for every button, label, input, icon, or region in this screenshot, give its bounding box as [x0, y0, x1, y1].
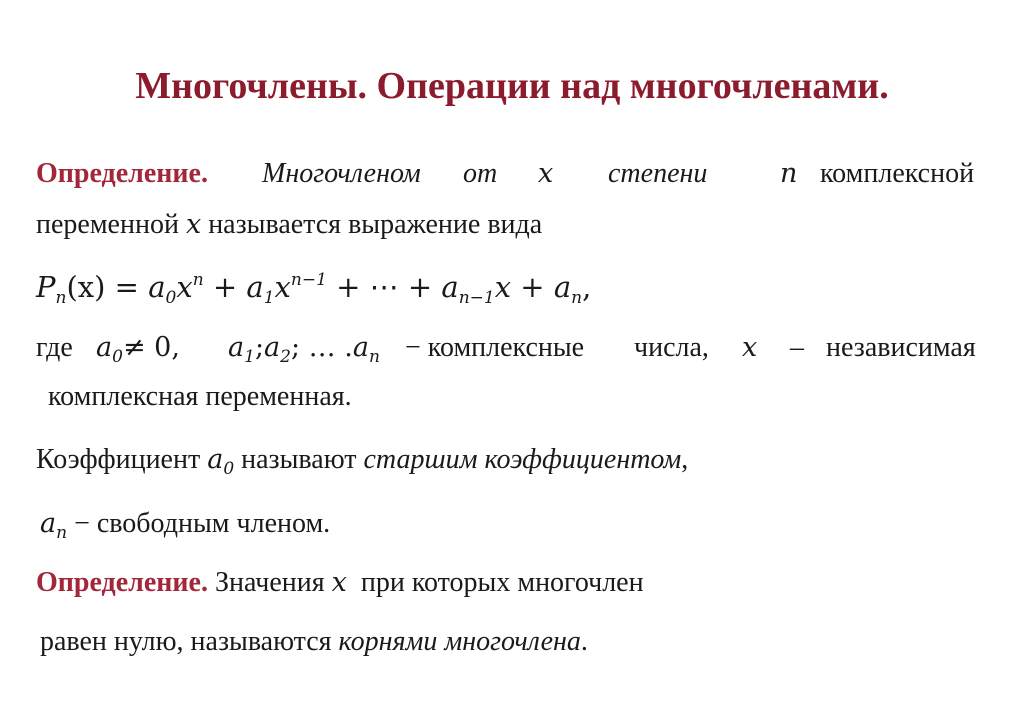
text: при которых многочлен	[360, 567, 644, 598]
formula-symbol: +	[326, 270, 370, 304]
math-variable: x	[742, 332, 758, 363]
text: равен нулю, называются	[40, 626, 332, 657]
definition-word: комплексной	[820, 158, 975, 189]
math-expression: $a_0$	[207, 444, 235, 479]
formula-subscript: 1	[263, 288, 275, 308]
formula-symbol: ≠ 0,	[122, 332, 180, 363]
formula-symbol: ⋯	[369, 270, 399, 304]
formula-symbol: ;	[254, 332, 265, 363]
italic-term: корнями многочлена	[338, 626, 581, 657]
text: переменной	[36, 209, 179, 240]
definition-word: степени	[608, 158, 708, 189]
definition-label: Определение.	[36, 158, 208, 189]
formula-symbol: +	[511, 270, 554, 304]
where-line-continued	[48, 383, 352, 411]
formula-superscript: n	[192, 270, 204, 290]
page-title: Многочлены. Операции над многочленами.	[135, 65, 889, 107]
text: –	[790, 332, 804, 363]
math-variable: x	[538, 158, 554, 189]
text: ,	[681, 444, 689, 475]
definition-line-1	[0, 160, 1024, 192]
definition-2-line-1	[36, 569, 644, 597]
formula-symbol: ,	[582, 270, 592, 304]
math-variable: n	[780, 158, 798, 189]
formula-symbol: P	[36, 270, 56, 304]
definition-line-2	[36, 211, 542, 239]
formula-subscript: n−1	[458, 288, 495, 308]
formula-superscript: n−1	[290, 270, 327, 290]
text: комплексная переменная.	[48, 381, 352, 412]
text: где	[36, 332, 73, 363]
formula-symbol: a	[246, 270, 264, 304]
coefficient-line	[36, 446, 688, 478]
italic-term: старшим коэффициентом	[363, 444, 682, 475]
text: называется выражение вида	[208, 209, 543, 240]
where-line	[0, 334, 1024, 368]
text: независимая	[826, 332, 976, 363]
text: Значения	[214, 567, 325, 598]
formula-subscript: n	[571, 288, 583, 308]
math-expression: $a_0\ne 0$,	[96, 332, 180, 367]
text: Коэффициент	[36, 444, 201, 475]
formula-symbol: +	[203, 270, 247, 304]
definition-2-line-2	[40, 628, 588, 656]
formula-symbol: +	[398, 270, 442, 304]
text: .	[580, 626, 588, 657]
formula-symbol: =	[105, 270, 149, 304]
text: называют	[241, 444, 357, 475]
text: − комплексные	[405, 332, 585, 363]
text: числа,	[634, 332, 709, 363]
definition-word: Многочленом	[262, 158, 421, 189]
math-expression: $a_n$	[40, 508, 68, 543]
formula-symbol: (x)	[66, 270, 106, 304]
text: − свободным членом.	[74, 508, 331, 539]
free-term-line	[40, 510, 330, 542]
formula-symbol: ; … .	[290, 332, 353, 363]
definition-word: от	[463, 158, 498, 189]
formula-symbol: a	[553, 270, 572, 304]
math-variable: x	[331, 567, 347, 598]
polynomial-formula: $P_n(x) = a_0x^n + a_1x^{n-1}$ + ⋯ + $a_{n-1}x + a_n$,	[36, 270, 592, 308]
formula-symbol: a	[441, 270, 459, 304]
formula-subscript: n	[55, 288, 67, 308]
math-variable: x	[185, 209, 202, 240]
formula-symbol: a	[148, 270, 166, 304]
math-expression: $a_1;a_2$; … $.a_n$	[228, 332, 380, 367]
definition-label: Определение.	[36, 567, 208, 598]
formula-subscript: 0	[165, 288, 177, 308]
